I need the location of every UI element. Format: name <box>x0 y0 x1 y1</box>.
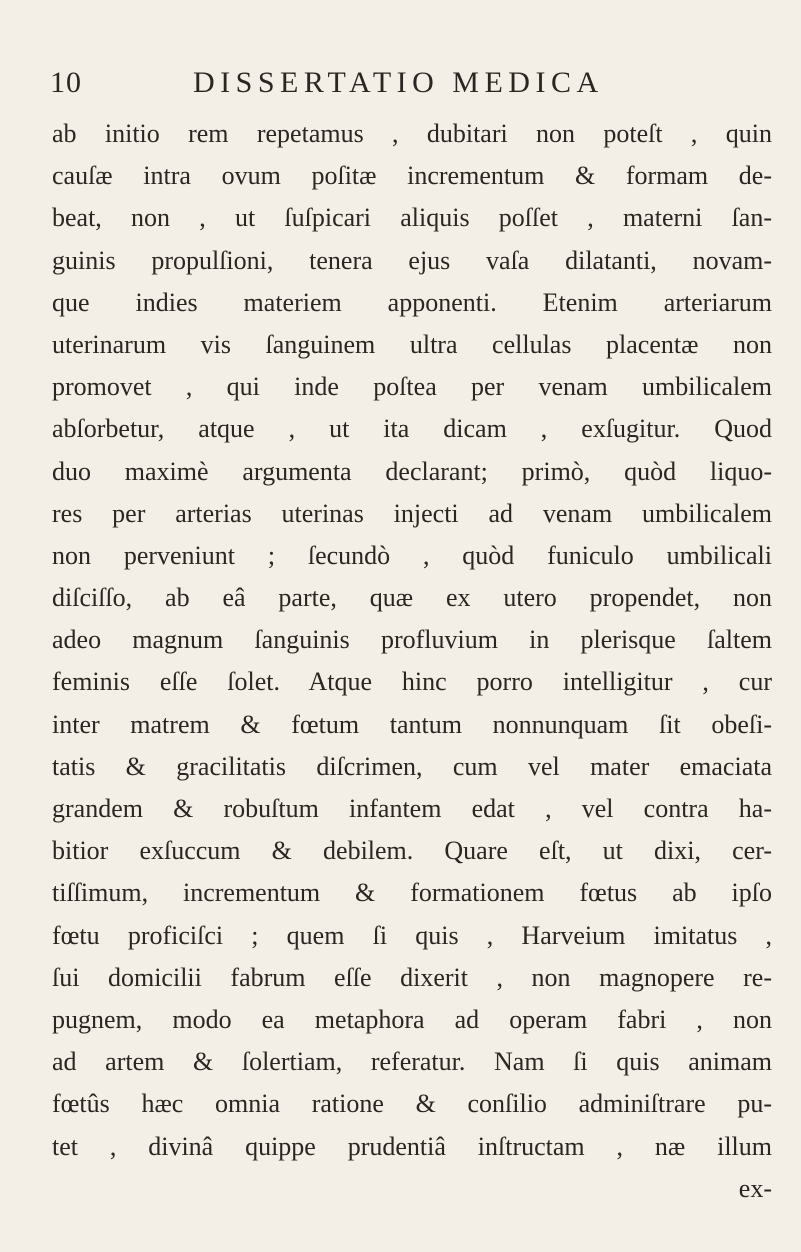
text-line: promovet , qui inde poſtea per venam umbilicalem <box>52 372 772 402</box>
text-line: pugnem, modo ea metaphora ad operam fabri , non <box>52 1004 772 1034</box>
text-line: fœtu proficiſci ; quem ſi quis , Harveium imitatus , <box>52 920 772 950</box>
running-title: DISSERTATIO MEDICA <box>193 66 604 99</box>
text-line: grandem & robuſtum infantem edat , vel contra ha- <box>52 794 772 823</box>
text-line: beat, non , ut ſuſpicari aliquis poſſet , materni ſan- <box>52 203 772 233</box>
text-line: feminis eſſe ſolet. Atque hinc porro intelligitur , cur <box>52 667 772 697</box>
text-line: duo maximè argumenta declarant; primò, quòd liquo- <box>52 456 772 486</box>
text-line: adeo magnum ſanguinis profluvium in plerisque ſaltem <box>52 625 772 655</box>
text-line: que indies materiem apponenti. Etenim arteriarum <box>52 287 772 317</box>
text-line: inter matrem & fœtum tantum nonnunquam ſit obeſi- <box>52 709 772 739</box>
page-header <box>50 66 750 106</box>
text-line: diſciſſo, ab eâ parte, quæ ex utero propendet, non <box>52 583 772 613</box>
text-line: guinis propulſioni, tenera ejus vaſa dilatanti, novam- <box>52 245 772 275</box>
text-line: abſorbetur, atque , ut ita dicam , exſugitur. Quod <box>52 414 772 444</box>
text-line: res per arterias uterinas injecti ad venam umbilicalem <box>52 498 772 528</box>
text-line: non perveniunt ; ſecundò , quòd funiculo umbilicali <box>52 540 772 570</box>
text-line: ſui domicilii fabrum eſſe dixerit , non magnopere re- <box>52 962 772 992</box>
page-number: 10 <box>50 66 82 99</box>
text-line: tet , divinâ quippe prudentiâ inſtructam , næ illum <box>52 1131 772 1161</box>
text-line: ab initio rem repetamus , dubitari non poteſt , quin <box>52 119 772 148</box>
text-line: uterinarum vis ſanguinem ultra cellulas placentæ non <box>52 329 772 359</box>
catchword: ex- <box>738 1173 772 1203</box>
text-line: tiſſimum, incrementum & formationem fœtus ab ipſo <box>52 878 772 908</box>
text-line: ad artem & ſolertiam, referatur. Nam ſi quis animam <box>52 1047 772 1077</box>
text-line: cauſæ intra ovum poſitæ incrementum & formam de- <box>52 161 772 191</box>
text-line: bitior exſuccum & debilem. Quare eſt, ut dixi, cer- <box>52 836 772 866</box>
body-text <box>52 113 772 1210</box>
text-line: fœtûs hæc omnia ratione & conſilio adminiſtrare pu- <box>52 1089 772 1119</box>
text-line: tatis & gracilitatis diſcrimen, cum vel mater emaciata <box>52 751 772 781</box>
